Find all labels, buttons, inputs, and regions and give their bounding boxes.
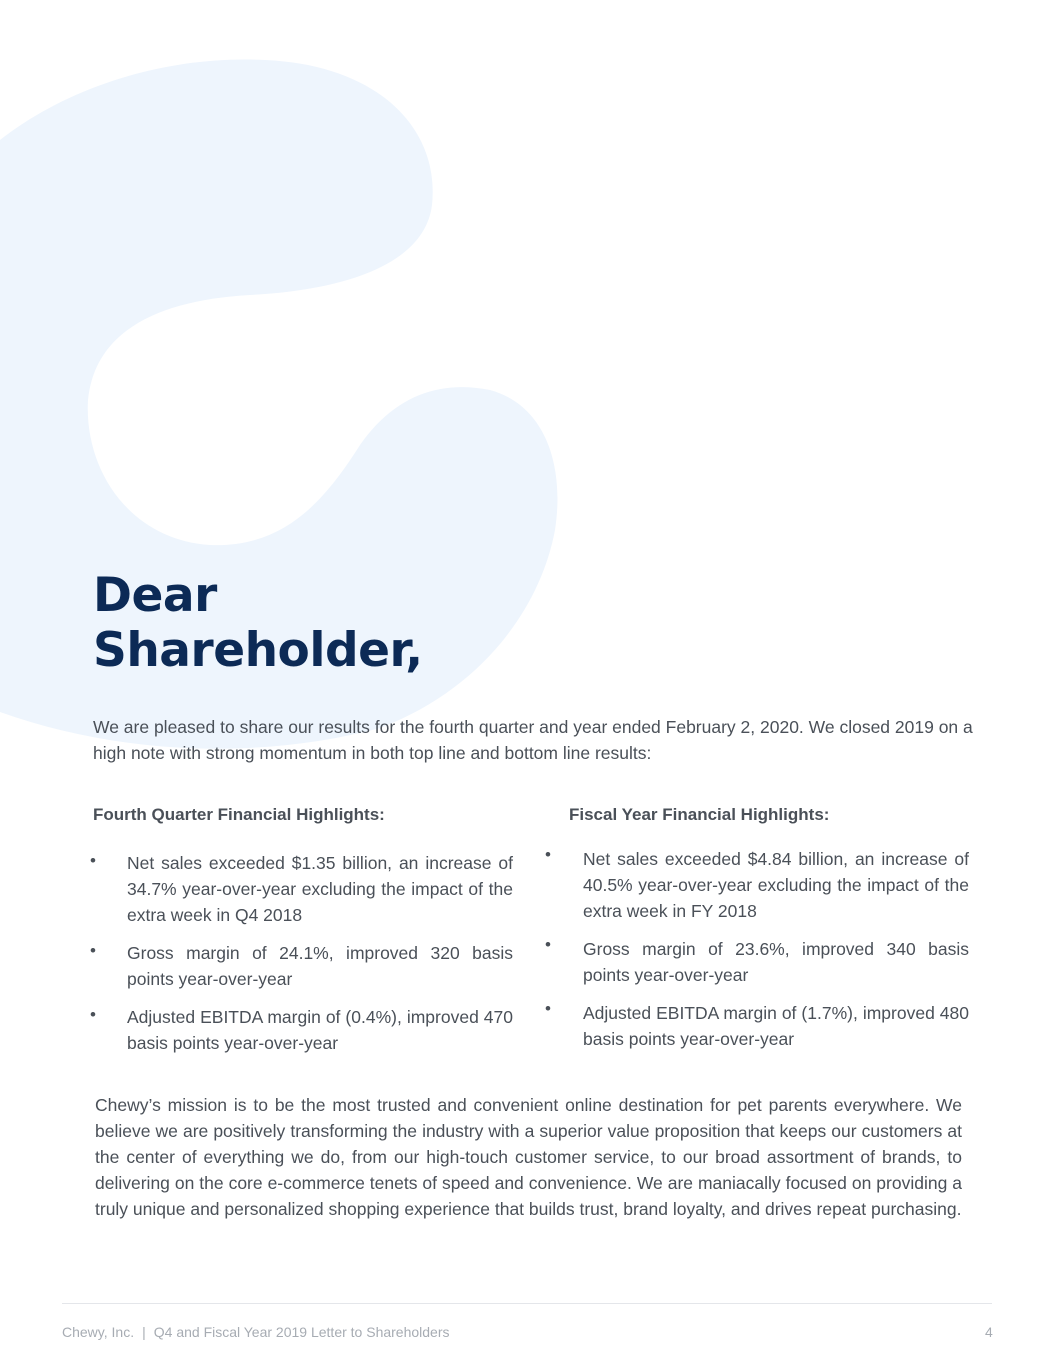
footer-company: Chewy, Inc. — [62, 1324, 135, 1340]
fiscal-year-heading: Fiscal Year Financial Highlights: — [569, 805, 830, 824]
fourth-quarter-item-text: Gross margin of 24.1%, improved 320 basis points year-over-year — [127, 943, 513, 989]
page-title-line-2: Shareholder, — [93, 623, 423, 678]
intro-paragraph: We are pleased to share our results for the fourth quarter and year ended February 2, 2020. We closed 2019 on a high note with strong momentum in both top line and bottom line results: — [93, 717, 973, 763]
bullet-icon: • — [90, 851, 96, 870]
fiscal-year-item-text: Net sales exceeded $4.84 billion, an increase of 40.5% year-over-year excluding the impact of the extra week in FY 2018 — [583, 849, 969, 921]
bullet-icon: • — [90, 941, 96, 960]
page-title — [93, 568, 423, 678]
fiscal-year-item-ebitda — [545, 999, 969, 1052]
fourth-quarter-item-ebitda — [90, 1004, 513, 1056]
footer-document-title: Q4 and Fiscal Year 2019 Letter to Shareholders — [153, 1324, 450, 1340]
fourth-quarter-item-gross-margin — [90, 940, 513, 992]
page-number: 4 — [985, 1324, 993, 1340]
fourth-quarter-heading: Fourth Quarter Financial Highlights: — [93, 805, 385, 824]
fiscal-year-list — [545, 845, 969, 1052]
fiscal-year-highlights — [545, 802, 969, 1064]
fiscal-year-item-text: Gross margin of 23.6%, improved 340 basis points year-over-year — [583, 939, 969, 985]
footer-separator: | — [142, 1324, 146, 1340]
fourth-quarter-highlights — [90, 802, 513, 1068]
fourth-quarter-item-text: Adjusted EBITDA margin of (0.4%), improved 470 basis points year-over-year — [127, 1007, 513, 1053]
bullet-icon: • — [545, 999, 551, 1018]
bullet-icon: • — [545, 935, 551, 954]
bullet-icon: • — [90, 1005, 96, 1024]
fourth-quarter-list — [90, 850, 513, 1056]
fourth-quarter-item-net-sales — [90, 850, 513, 928]
fiscal-year-item-text: Adjusted EBITDA margin of (1.7%), improved 480 basis points year-over-year — [583, 1003, 969, 1049]
footer — [62, 1322, 450, 1342]
fiscal-year-item-gross-margin — [545, 935, 969, 988]
fiscal-year-item-net-sales — [545, 845, 969, 924]
footer-divider — [62, 1303, 992, 1304]
mission-paragraph: Chewy’s mission is to be the most trusted and convenient online destination for pet parents everywhere. We believe we are positively transforming the industry with a superior value proposition that keeps our customers at the center of everything we do, from our high-touch customer service, to our broad assortment of brands, to delivering on the core e-commerce tenets of speed and convenience. We are maniacally focused on providing a truly unique and personalized shopping experience that builds trust, brand loyalty, and drives repeat purchasing. — [95, 1095, 962, 1219]
bullet-icon: • — [545, 845, 551, 864]
fourth-quarter-item-text: Net sales exceeded $1.35 billion, an increase of 34.7% year-over-year excluding the impact of the extra week in Q4 2018 — [127, 853, 513, 925]
page-title-line-1: Dear — [93, 568, 217, 623]
